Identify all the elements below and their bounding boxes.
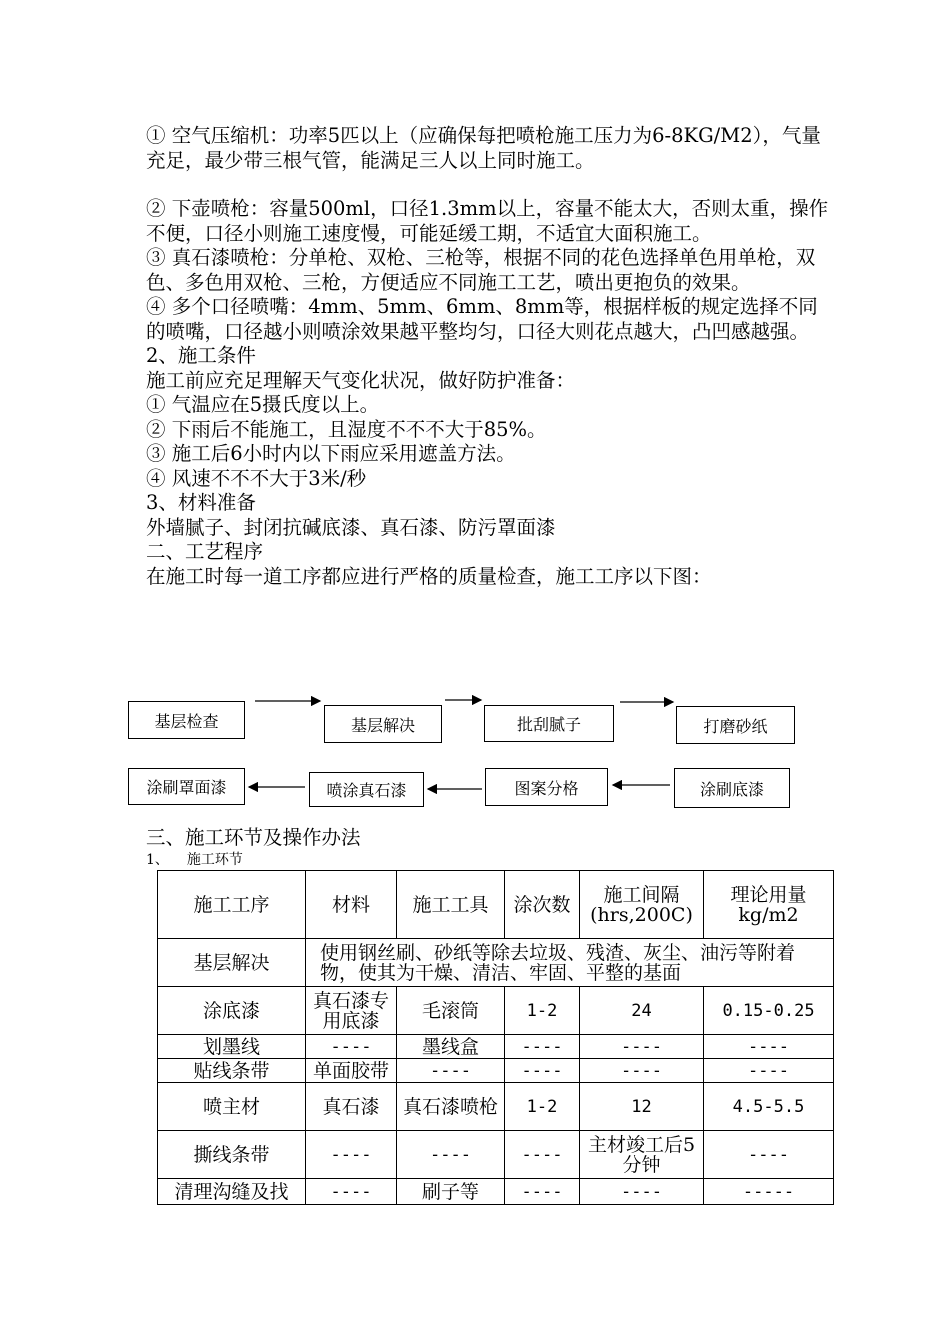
table-cell: ---- <box>505 1059 580 1083</box>
header-cell: 涂次数 <box>505 871 580 939</box>
subsection-label: 施工环节 <box>186 852 243 868</box>
table-cell: 基层解决 <box>158 939 306 987</box>
table-cell: 真石漆专用底漆 <box>306 987 397 1035</box>
flow-step-5: 涂刷底漆 <box>674 768 790 808</box>
flow-step-2: 基层解决 <box>324 705 442 743</box>
table-cell-desc: 使用钢丝刷、砂纸等除去垃圾、残渣、灰尘、油污等附着物，使其为干燥、清洁、牢固、平整的基面 <box>306 939 834 987</box>
table-header-row <box>158 871 834 939</box>
paragraph: 在施工时每一道工序都应进行严格的质量检查，施工工序以下图： <box>146 564 712 588</box>
list-item: ④ 风速不不不大于3米/秒 <box>146 466 367 490</box>
table-cell: ---- <box>505 1035 580 1059</box>
table-row <box>158 1035 834 1059</box>
table-cell: ---- <box>505 1131 580 1179</box>
table-cell: 主材竣工后5分钟 <box>580 1131 704 1179</box>
table-row <box>158 939 834 987</box>
flow-step-3: 批刮腻子 <box>484 705 614 742</box>
table-cell: 喷主材 <box>158 1083 306 1131</box>
section-title: 三、施工环节及操作办法 <box>146 826 361 849</box>
subsection-title <box>146 849 243 869</box>
paragraph: ④ 多个口径喷嘴：4mm、5mm、6mm、8mm等，根据样板的规定选择不同的喷嘴，口径越小则喷涂效果越平整均匀，口径大则花点越大，凸凹感越强。 <box>146 295 818 343</box>
table-cell: 刷子等 <box>397 1179 505 1205</box>
table-cell: 真石漆 <box>306 1083 397 1131</box>
table-cell: ---- <box>505 1179 580 1205</box>
table-cell: 贴线条带 <box>158 1059 306 1083</box>
list-item: ② 下雨后不能施工，且湿度不不不大于85%。 <box>146 417 547 441</box>
table-row <box>158 1083 834 1131</box>
table-cell: ---- <box>580 1035 704 1059</box>
table-cell: 12 <box>580 1083 704 1131</box>
table-cell: ---- <box>306 1179 397 1205</box>
paragraph: 外墙腻子、封闭抗碱底漆、真石漆、防污罩面漆 <box>146 515 556 539</box>
table-cell: ---- <box>306 1131 397 1179</box>
table-cell: ---- <box>704 1131 834 1179</box>
table-cell: 4.5-5.5 <box>704 1083 834 1131</box>
flow-step-7: 喷涂真石漆 <box>309 772 424 807</box>
table-row <box>158 1179 834 1205</box>
table-cell: 划墨线 <box>158 1035 306 1059</box>
heading: 2、施工条件 <box>146 344 256 367</box>
header-cell: 施工间隔(hrs,200C) <box>580 871 704 939</box>
paragraph: 施工前应充足理解天气变化状况，做好防护准备： <box>146 368 576 392</box>
header-cell: 施工工序 <box>158 871 306 939</box>
header-cell: 理论用量kg/m2 <box>704 871 834 939</box>
table-cell: 真石漆喷枪 <box>397 1083 505 1131</box>
table-cell: 1-2 <box>505 987 580 1035</box>
flow-step-6: 图案分格 <box>485 768 608 806</box>
heading: 3、材料准备 <box>146 491 256 514</box>
heading: 二、工艺程序 <box>146 540 264 563</box>
list-item: ③ 施工后6小时内以下雨应采用遮盖方法。 <box>146 442 516 465</box>
flow-step-1: 基层检查 <box>128 701 245 739</box>
table-cell: ---- <box>306 1035 397 1059</box>
construction-steps-table <box>157 870 834 1205</box>
table-cell: ---- <box>397 1059 505 1083</box>
table-cell: ---- <box>704 1035 834 1059</box>
paragraph: ② 下壶喷枪：容量500ml，口径1.3mm以上，容量不能太大，否则太重，操作不便，口径小则施工速度慢，可能延缓工期，不适宜大面积施工。 <box>146 197 829 245</box>
table-cell: 24 <box>580 987 704 1035</box>
table-row <box>158 1059 834 1083</box>
table-cell: ---- <box>580 1179 704 1205</box>
table-cell: 撕线条带 <box>158 1131 306 1179</box>
table-cell: ---- <box>580 1059 704 1083</box>
table-cell: 0.15-0.25 <box>704 987 834 1035</box>
flow-step-4: 打磨砂纸 <box>676 706 795 744</box>
table-cell: 清理沟缝及找 <box>158 1179 306 1205</box>
table-cell: 1-2 <box>505 1083 580 1131</box>
table-cell: 墨线盒 <box>397 1035 505 1059</box>
table-row <box>158 987 834 1035</box>
header-cell: 施工工具 <box>397 871 505 939</box>
table-row <box>158 1131 834 1179</box>
table-cell: ---- <box>704 1059 834 1083</box>
table-cell: 涂底漆 <box>158 987 306 1035</box>
paragraph: ① 空气压缩机：功率5匹以上（应确保每把喷枪施工压力为6-8KG/M2），气量充足，最少带三根气管，能满足三人以上同时施工。 <box>146 124 821 172</box>
paragraph: ③ 真石漆喷枪：分单枪、双枪、三枪等，根据不同的花色选择单色用单枪，双色、多色用双枪、三枪，方便适应不同施工工艺，喷出更抱负的效果。 <box>146 246 816 294</box>
table-cell: 单面胶带 <box>306 1059 397 1083</box>
header-cell: 材料 <box>306 871 397 939</box>
table-cell: ---- <box>397 1131 505 1179</box>
table-cell: 毛滚筒 <box>397 987 505 1035</box>
table-cell: ----- <box>704 1179 834 1205</box>
flow-step-8: 涂刷罩面漆 <box>128 768 245 805</box>
subsection-number: 1、 <box>146 852 169 868</box>
list-item: ① 气温应在5摄氏度以上。 <box>146 393 380 416</box>
